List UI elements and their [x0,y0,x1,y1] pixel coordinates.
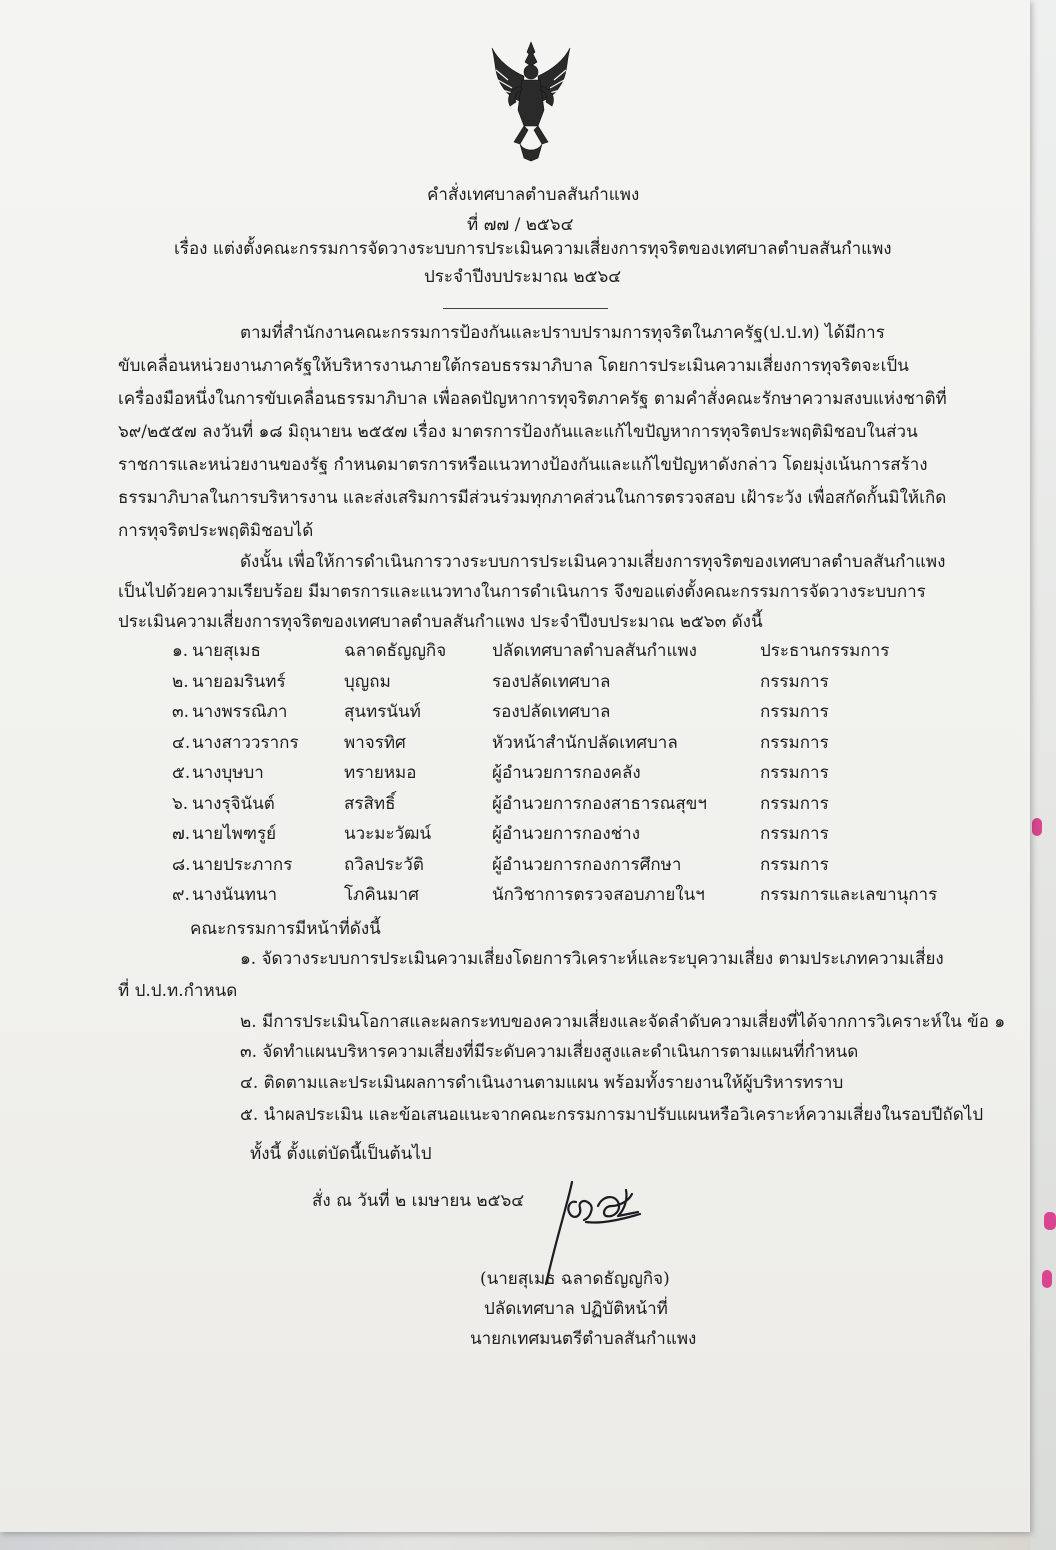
member-last-name: ถวิลประวัติ [344,854,424,875]
member-position: ผู้อำนวยการกองคลัง [492,763,641,783]
member-first-name: นางรุจินันต์ [192,793,275,814]
member-number: ๗. [172,824,191,844]
edge-mark [1042,1270,1052,1288]
member-position: ผู้อำนวยการกองสาธารณสุขฯ [492,793,707,814]
member-first-name: นางนันทนา [192,885,278,905]
effective-statement: ทั้งนี้ ตั้งแต่บัดนี้เป็นต้นไป [250,1144,432,1164]
member-number: ๕. [172,763,191,783]
member-last-name: โภคินมาศ [344,885,419,905]
member-position: นักวิชาการตรวจสอบภายในฯ [492,885,705,905]
member-first-name: นายอมรินทร์ [192,671,286,692]
member-position: ปลัดเทศบาลตำบลสันกำแพง [492,641,697,661]
order-number: ที่ ๗๗ / ๒๕๖๔ [467,215,574,235]
paragraph-line: การทุจริตประพฤติมิชอบได้ [118,521,314,541]
member-number: ๙. [172,885,190,905]
member-role: กรรมการ [760,702,829,722]
paragraph-line: ๖๙/๒๕๕๗ ลงวันที่ ๑๘ มิถุนายน ๒๕๕๗ เรื่อง มาตรการป้องกันและแก้ไขปัญหาการทุจริตประพฤติมิชอบในส่วน [118,422,918,442]
fiscal-year: ประจำปีงบประมาณ ๒๕๖๔ [424,267,622,287]
edge-mark [1044,1212,1056,1230]
member-position: ผู้อำนวยการกองการศึกษา [492,854,682,875]
duty-item: ๒. มีการประเมินโอกาสและผลกระทบของความเสี่ยงและจัดลำดับความเสี่ยงที่ได้จากการวิเคราะห์ใน ข้อ ๑ [240,1012,1006,1032]
paragraph-line: เป็นไปด้วยความเรียบร้อย มีมาตรการและแนวทางในการดำเนินการ จึงขอแต่งตั้งคณะกรรมการจัดวางระบบการ [118,582,926,602]
member-number: ๓. [172,702,190,722]
member-last-name: พาจรทิศ [344,732,406,753]
member-first-name: นายสุเมธ [192,641,261,661]
member-role: กรรมการ [760,763,829,783]
signer-name: (นายสุเมธ ฉลาดธัญญกิจ) [480,1269,670,1289]
paragraph-line: ราชการและหน่วยงานของรัฐ กำหนดมาตรการหรือแนวทางป้องกันและแก้ไขปัญหาดังกล่าว โดยมุ่งเน้นการสร้าง [118,455,928,475]
order-issuer: คำสั่งเทศบาลตำบลสันกำแพง [427,185,640,205]
member-number: ๒. [172,671,189,692]
member-role: กรรมการ [760,824,829,844]
member-first-name: นางสาววรากร [192,732,299,753]
member-number: ๘. [172,854,191,875]
member-last-name: สรสิทธิ์ [344,793,396,814]
member-last-name: ฉลาดธัญญกิจ [344,641,447,661]
order-subject: เรื่อง แต่งตั้งคณะกรรมการจัดวางระบบการประเมินความเสี่ยงการทุจริตของเทศบาลตำบลสันกำแพง [174,239,892,259]
garuda-emblem-icon [488,40,574,162]
edge-mark [1032,818,1042,836]
member-first-name: นายไพฑรูย์ [192,824,277,844]
paragraph-line: ดังนั้น เพื่อให้การดำเนินการวางระบบการประเมินความเสี่ยงการทุจริตของเทศบาลตำบลสันกำแพง [240,552,946,572]
background-document-edge [1030,0,1056,1550]
member-role: ประธานกรรมการ [760,641,890,661]
paragraph-line: ประเมินความเสี่ยงการทุจริตของเทศบาลตำบลสันกำแพง ประจำปีงบประมาณ ๒๕๖๓ ดังนี้ [118,612,763,632]
signer-office: นายกเทศมนตรีตำบลสันกำแพง [470,1329,697,1349]
member-position: รองปลัดเทศบาล [492,702,611,722]
paragraph-line: ธรรมาภิบาลในการบริหารงาน และส่งเสริมการมีส่วนร่วมทุกภาคส่วนในการตรวจสอบ เฝ้าระวัง เพื่อสกัดกั้นมิให้เกิด [118,488,947,508]
signed-date: สั่ง ณ วันที่ ๒ เมษายน ๒๕๖๔ [312,1191,525,1211]
member-last-name: สุนทรนันท์ [344,702,421,722]
member-role: กรรมการ [760,854,829,875]
paragraph-line: ขับเคลื่อนหน่วยงานภาครัฐให้บริหารงานภายใต้กรอบธรรมาภิบาล โดยการประเมินความเสี่ยงการทุจริตจะเป็น [118,356,909,376]
duties-heading: คณะกรรมการมีหน้าที่ดังนี้ [190,919,381,939]
member-role: กรรมการและเลขานุการ [760,885,938,905]
member-first-name: นายประภากร [192,854,293,875]
member-first-name: นางพรรณิภา [192,702,288,722]
duty-item: ๔. ติดตามและประเมินผลการดำเนินงานตามแผน พร้อมทั้งรายงานให้ผู้บริหารทราบ [240,1073,844,1093]
member-position: รองปลัดเทศบาล [492,671,611,692]
member-number: ๖. [172,793,189,814]
member-last-name: ทรายหมอ [344,763,417,783]
member-last-name: นวะมะวัฒน์ [344,824,432,844]
duty-item: ๓. จัดทำแผนบริหารความเสี่ยงที่มีระดับความเสี่ยงสูงและดำเนินการตามแผนที่กำหนด [240,1042,859,1062]
signer-title: ปลัดเทศบาล ปฏิบัติหน้าที่ [484,1299,668,1319]
duty-item: ๕. นำผลประเมิน และข้อเสนอแนะจากคณะกรรมการมาปรับแผนหรือวิเคราะห์ความเสี่ยงในรอบปีถัดไป [240,1105,984,1125]
member-role: กรรมการ [760,793,829,814]
header-divider [443,308,608,309]
duty-item-continued: ที่ ป.ป.ท.กำหนด [118,981,238,1001]
paragraph-line: เครื่องมือหนึ่งในการขับเคลื่อนธรรมาภิบาล เพื่อลดปัญหาการทุจริตภาครัฐ ตามคำสั่งคณะรักษาความสงบแห่งชาติที่ [118,389,947,409]
member-position: ผู้อำนวยการกองช่าง [492,824,641,844]
member-last-name: บุญถม [344,671,391,692]
member-role: กรรมการ [760,732,829,753]
member-number: ๑. [172,641,189,661]
member-position: หัวหน้าสำนักปลัดเทศบาล [492,732,678,753]
duty-item: ๑. จัดวางระบบการประเมินความเสี่ยงโดยการวิเคราะห์และระบุความเสี่ยง ตามประเภทความเสี่ยง [240,949,944,969]
member-first-name: นางบุษบา [192,763,264,783]
paragraph-line: ตามที่สำนักงานคณะกรรมการป้องกันและปราบปรามการทุจริตในภาครัฐ(ป.ป.ท) ได้มีการ [240,323,885,343]
member-number: ๔. [172,732,191,753]
member-role: กรรมการ [760,671,829,692]
